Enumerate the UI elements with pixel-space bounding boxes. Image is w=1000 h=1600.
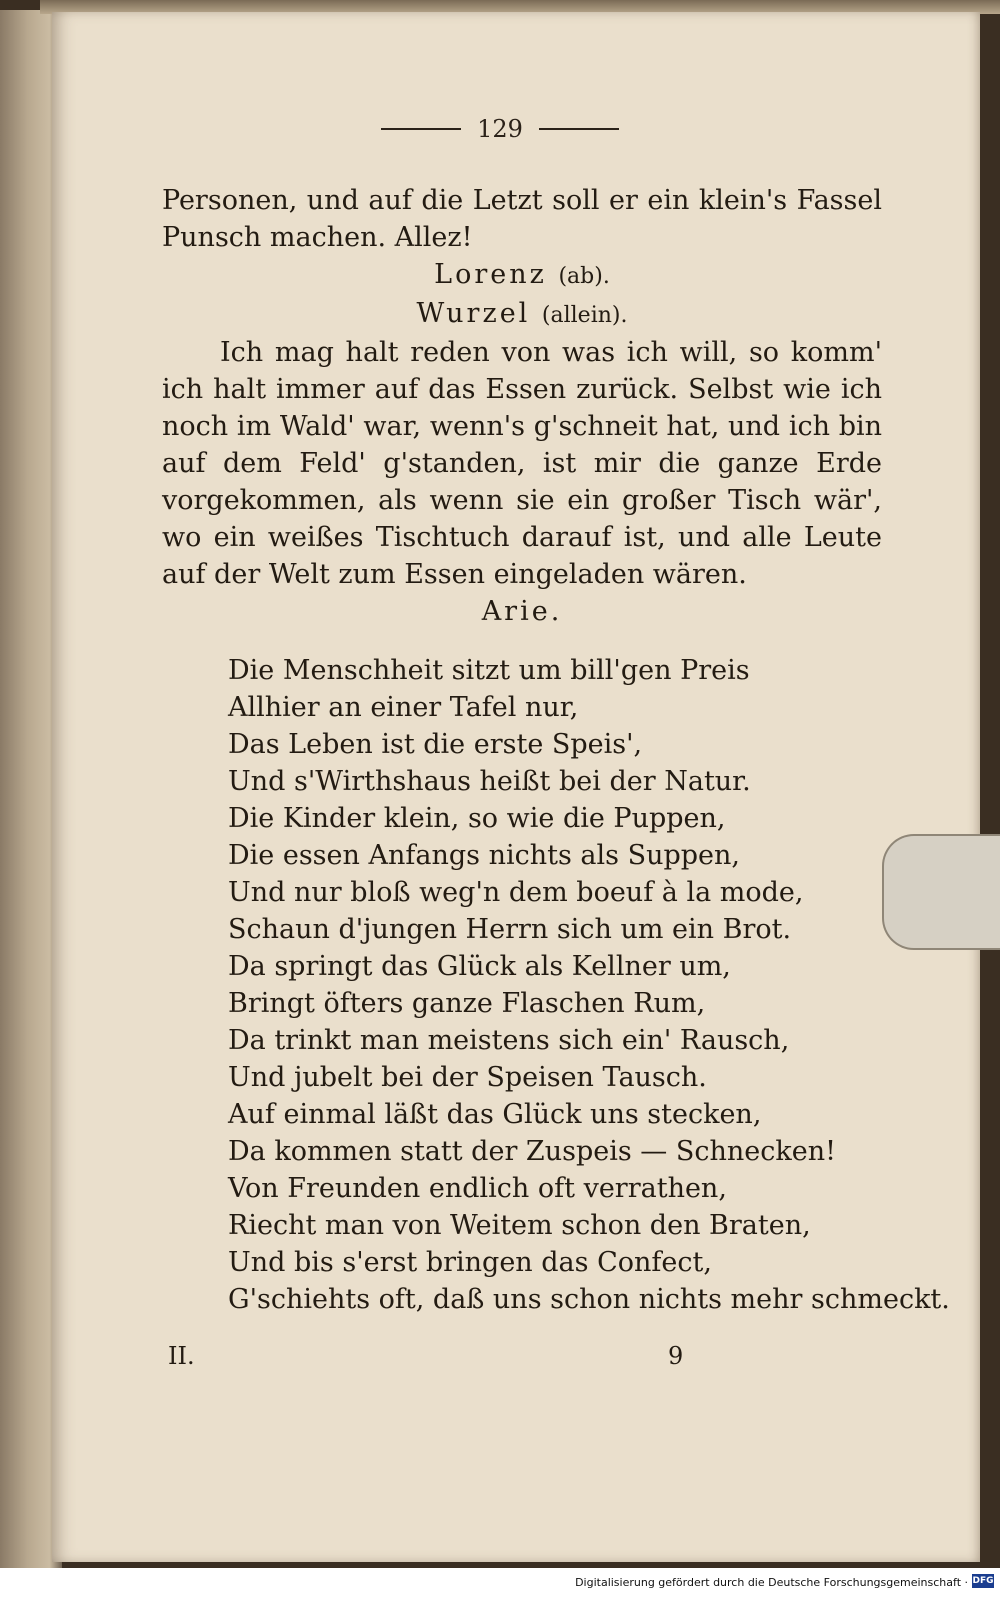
verse-block [228, 652, 950, 1318]
verse-line: Die Menschheit sitzt um bill'gen Preis [228, 655, 750, 686]
verse-line: Und s'Wirthshaus heißt bei der Natur. [228, 766, 751, 797]
sheet-signature: 9 [668, 1342, 684, 1370]
verse-line: Das Leben ist die erste Speis', [228, 729, 643, 760]
monologue-paragraph: Ich mag halt reden von was ich will, so komm' ich halt immer auf das Essen zurück. Selbst wie ich noch im Wald' war, wenn's g'schneit hat, und ich bin auf dem Feld' g'standen, ist mir die ganze Erde vorgekommen, als wenn sie ein großer Tisch wär', wo ein weißes Tischtuch darauf ist, und alle Leute auf der Welt zum Essen eingeladen wären. [162, 337, 882, 590]
verse-line: Und nur bloß weg'n dem boeuf à la mode, [228, 877, 804, 908]
verse-line: Da springt das Glück als Kellner um, [228, 951, 731, 982]
running-header [0, 114, 1000, 144]
verse-line: Da trinkt man meistens sich ein' Rausch, [228, 1025, 790, 1056]
verse-line: Auf einmal läßt das Glück uns stecken, [228, 1099, 762, 1130]
song-heading: Arie. [481, 596, 563, 627]
digitization-credit: Digitalisierung gefördert durch die Deutsche Forschungsgemeinschaft · [575, 1576, 968, 1589]
verse-line: Bringt öfters ganze Flaschen Rum, [228, 988, 706, 1019]
prose-block [162, 182, 882, 630]
verse-line: Die Kinder klein, so wie die Puppen, [228, 803, 726, 834]
verse-line: Die essen Anfangs nichts als Suppen, [228, 840, 740, 871]
page-number: 129 [477, 115, 523, 143]
verse-line: Allhier an einer Tafel nur, [228, 692, 579, 723]
volume-signature: II. [168, 1342, 195, 1370]
verse-line: Und jubelt bei der Speisen Tausch. [228, 1062, 707, 1093]
speaker-heading [162, 295, 882, 334]
verse-line: Da kommen statt der Zuspeis — Schnecken! [228, 1136, 836, 1167]
exit-direction: (ab). [558, 264, 610, 289]
header-rule-right [539, 128, 619, 130]
stage-direction-exit [162, 256, 882, 295]
verse-line: Schaun d'jungen Herrn sich um ein Brot. [228, 914, 792, 945]
verse-line: Von Freunden endlich oft verrathen, [228, 1173, 727, 1204]
header-rule-left [381, 128, 461, 130]
verse-line: G'schiehts oft, daß uns schon nichts mehr schmeckt. [228, 1284, 950, 1315]
speaker-name: Wurzel [416, 298, 531, 329]
speaker-direction: (allein). [541, 303, 628, 328]
exit-character: Lorenz [434, 259, 547, 290]
dfg-logo: DFG [972, 1576, 994, 1586]
facing-page-bleed-text [4, 210, 56, 1410]
verse-line: Riecht man von Weitem schon den Braten, [228, 1210, 811, 1241]
verse-line: Und bis s'erst bringen das Confect, [228, 1247, 712, 1278]
prose-opening: Personen, und auf die Letzt soll er ein klein's Fassel Punsch machen. Allez! [162, 185, 882, 253]
bookmark-tab [882, 834, 1000, 950]
